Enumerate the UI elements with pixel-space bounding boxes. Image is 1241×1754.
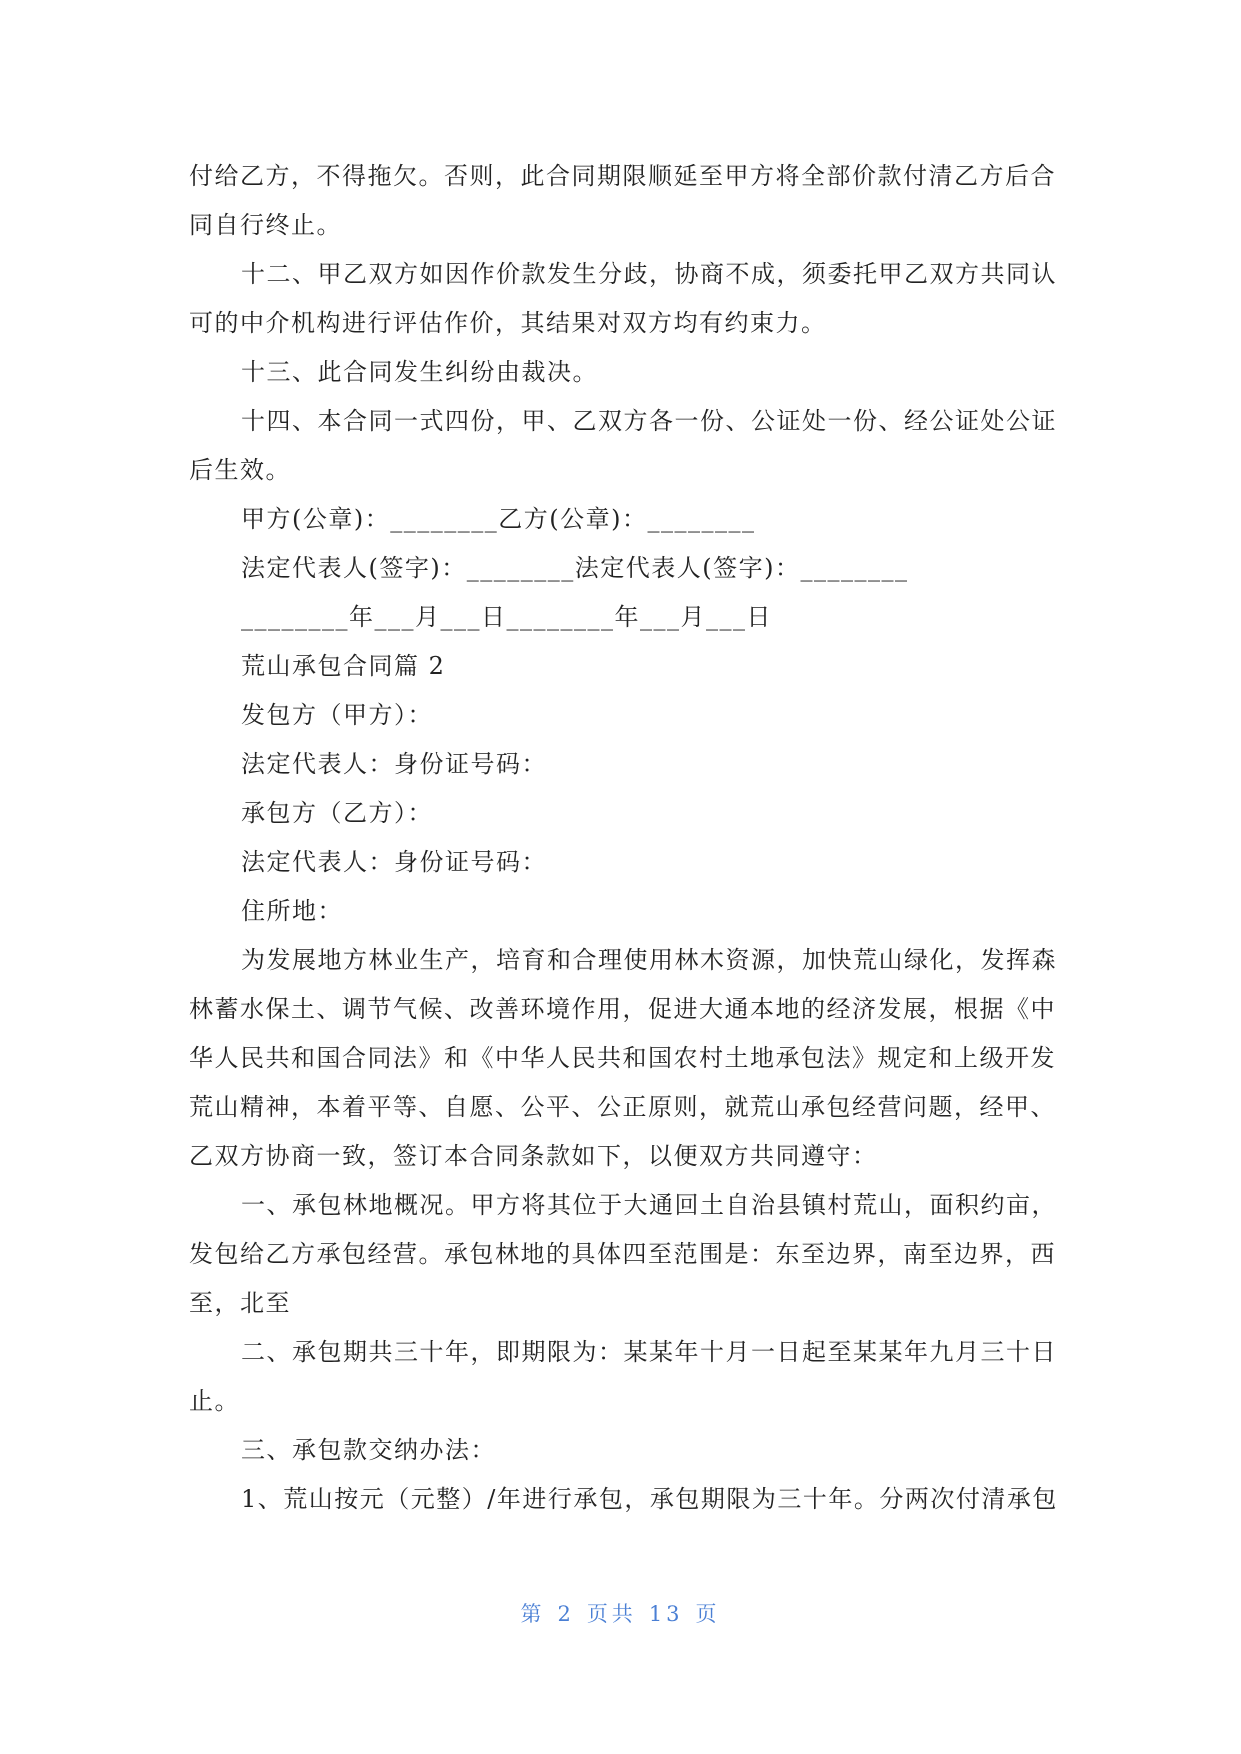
text-line: 住所地：: [241, 897, 343, 925]
footer-current-page: 2: [557, 1602, 575, 1626]
text-line: 为发展地方林业生产，培育和合理使用林木资源，加快荒山绿化，发挥森: [241, 946, 1057, 974]
text-line: 荒山精神，本着平等、自愿、公平、公正原则，就荒山承包经营问题，经甲、: [189, 1093, 1056, 1121]
text-line: 林蓄水保土、调节气候、改善环境作用，促进大通本地的经济发展，根据《中: [189, 995, 1056, 1023]
text-line: 付给乙方，不得拖欠。否则，此合同期限顺延至甲方将全部价款付清乙方后合: [189, 162, 1056, 190]
text-line: 法定代表人：身份证号码：: [241, 750, 547, 778]
text-line: 发包给乙方承包经营。承包林地的具体四至范围是：东至边界，南至边界，西: [189, 1240, 1056, 1268]
text-line: 后生效。: [189, 456, 291, 484]
text-line: 至，北至: [189, 1289, 291, 1317]
text-line: 同自行终止。: [189, 211, 342, 239]
text-line: 止。: [189, 1387, 240, 1415]
text-line: 二、承包期共三十年，即期限为：某某年十月一日起至某某年九月三十日: [241, 1338, 1057, 1366]
text-line: 十二、甲乙双方如因作价款发生分歧，协商不成，须委托甲乙双方共同认: [241, 260, 1057, 288]
text-line: 法定代表人：身份证号码：: [241, 848, 547, 876]
text-line: 荒山承包合同篇 2: [241, 652, 446, 680]
text-line: 承包方（乙方）：: [241, 799, 433, 827]
text-line: 华人民共和国合同法》和《中华人民共和国农村土地承包法》规定和上级开发: [189, 1044, 1056, 1072]
text-line: 十三、此合同发生纠纷由裁决。: [241, 358, 598, 386]
text-line: 1、荒山按元（元整）/年进行承包，承包期限为三十年。分两次付清承包: [241, 1485, 1058, 1513]
text-line: 十四、本合同一式四份，甲、乙双方各一份、公证处一份、经公证处公证: [241, 407, 1057, 435]
footer-total-pages: 13: [648, 1602, 684, 1626]
footer-prefix: 第: [520, 1602, 546, 1626]
text-line: 三、承包款交纳办法：: [241, 1436, 496, 1464]
document-body: [189, 152, 1058, 1524]
text-line: 甲方(公章)：________乙方(公章)：________: [241, 505, 756, 533]
text-line: 乙双方协商一致，签订本合同条款如下，以便双方共同遵守：: [189, 1142, 878, 1170]
text-line: 一、承包林地概况。甲方将其位于大通回土自治县镇村荒山，面积约亩，: [241, 1191, 1057, 1219]
page-footer: [0, 1598, 1241, 1628]
text-line: ________年___月___日________年___月___日: [241, 603, 772, 631]
text-line: 可的中介机构进行评估作价，其结果对双方均有约束力。: [189, 309, 827, 337]
text-line: 发包方（甲方）：: [241, 701, 433, 729]
text-line: 法定代表人(签字)：________法定代表人(签字)：________: [241, 554, 909, 582]
footer-mid: 页共: [586, 1602, 637, 1626]
footer-suffix: 页: [695, 1602, 721, 1626]
